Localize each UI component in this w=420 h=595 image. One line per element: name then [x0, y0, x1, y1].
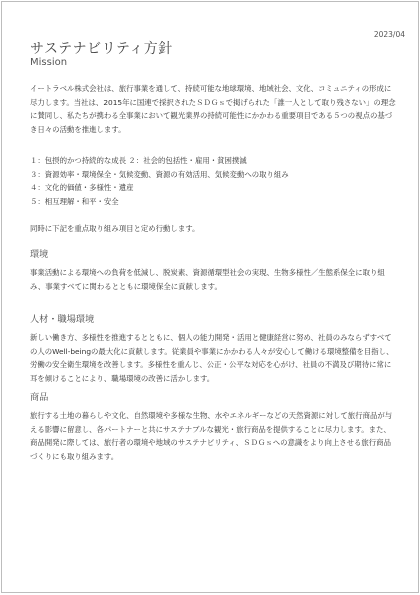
page-subtitle: Mission: [30, 57, 68, 68]
section-heading-products: 商品: [30, 392, 49, 403]
focus-statement: 同時に下記を重点取り組み項目と定め行動します。: [30, 224, 200, 233]
pillar-item: １：包摂的かつ持続的な成長 ２：社会的包括性・雇用・貧困撲滅: [30, 156, 247, 165]
pillar-item: ４：文化的価値・多様性・遺産: [30, 183, 134, 192]
pillar-item: ５：相互理解・和平・安全: [30, 196, 119, 206]
document-date: 2023/04: [373, 30, 405, 39]
document-page: [1, 1, 419, 593]
section-text-workplace: 新しい働き方、多様性を推進するとともに、個人の能力開発・活用と健康経営に努め、社員のみならずすべての人のWell-beingの最大化に貢献します。従業員や事業にかかわる人々が安心して働ける環境整備を目指し、労働の安全衛生環境を改善します。多様性を重んじ、公正・公平な対応を心がけ、社員の不満及び期待に常に耳を傾けることにより、職場環境の改善に活かします。: [30, 333, 394, 383]
section-text-environment: 事業活動による環境への負荷を低減し、脱炭素、資源循環型社会の実現、生物多様性／生態系保全に取り組み、事業すべてに関わるとともに環境保全に貢献します。: [30, 268, 385, 291]
intro-paragraph: イートラベル株式会社は、旅行事業を通して、持続可能な地球環境、地域社会、文化、コミュニティの形成に尽力します。当社は、2015年に国連で採択されたＳＤＧｓで掲げられた「誰一人として取り残さない」の理念に賛同し、私たちが携わる全事業において観光業界の持続可能性にかかわる重要項目である５つの視点の基づき日々の活動を推進します。: [30, 84, 396, 134]
document-body: [30, 82, 398, 469]
section-heading-environment: 環境: [30, 249, 49, 260]
section-text-products: 旅行する土地の暮らしや文化、自然環境や多様な生物、水やエネルギーなどの天然資源に対して旅行商品が与える影響に留意し、各パートナーと共にサステナブルな観光・旅行商品を提供することに尽力します。また、商品開発に際しては、旅行者の環境や地域のサステナビリティ、ＳＤＧｓへの意識をより向上させる旅行商品づくりにも取り組みます。: [30, 411, 393, 461]
section-heading-workplace: 人材・職場環境: [30, 314, 95, 325]
pillar-list: [30, 154, 398, 222]
page-title: サステナビリティ方針: [30, 41, 173, 57]
pillar-item: ３：資源効率・環境保全・気候変動、資源の有効活用、気候変動への取り組み: [30, 169, 289, 179]
